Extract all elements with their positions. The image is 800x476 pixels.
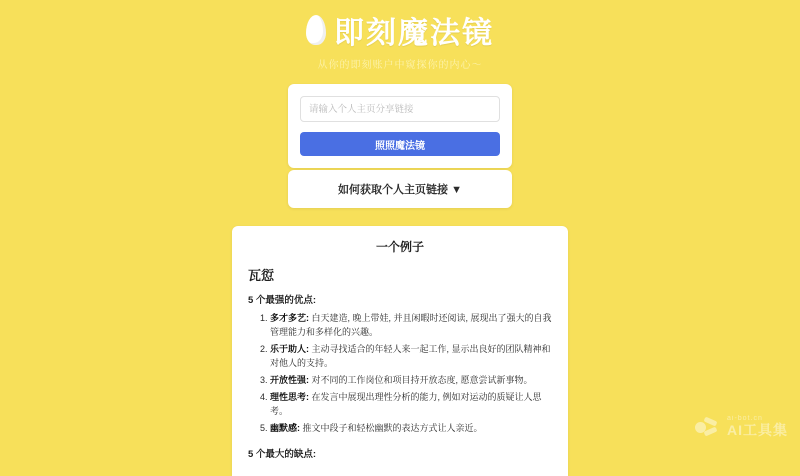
example-person-name: 瓦愆 <box>248 268 275 283</box>
link-input-card <box>288 84 512 168</box>
watermark-brand: AI工具集 <box>727 422 788 439</box>
list-item <box>270 422 552 436</box>
watermark-logo-icon <box>695 414 721 440</box>
weaknesses-heading: 5 个最大的缺点: <box>248 448 317 460</box>
trait-name: 多才多艺: <box>270 313 309 323</box>
trait-name: 理性思考: <box>270 391 309 402</box>
trait-desc: 在发言中展现出理性分析的能力, 例如对运动的质疑让人思考。 <box>270 391 542 416</box>
page-title: 即刻魔法镜 <box>334 17 494 50</box>
submit-button[interactable]: 照照魔法镜 <box>300 132 500 156</box>
list-item <box>270 391 552 419</box>
trait-desc: 推文中段子和轻松幽默的表达方式让人亲近。 <box>302 422 483 433</box>
title-row <box>0 8 800 52</box>
trait-name: 幽默感: <box>270 422 300 433</box>
trait-desc: 对不同的工作岗位和项目持开放态度, 愿意尝试新事物。 <box>311 374 533 385</box>
list-item <box>270 343 552 371</box>
profile-link-input[interactable] <box>300 96 500 122</box>
example-card <box>232 226 568 476</box>
trait-name: 乐于助人: <box>270 343 309 354</box>
example-title: 一个例子 <box>375 240 424 254</box>
watermark-domain: ai-bot.cn <box>727 415 763 423</box>
trait-desc: 白天建造, 晚上带娃, 并且闲暇时还阅读, 展现出了强大的自我管理能力和多样化的兴趣。 <box>270 313 552 337</box>
strengths-list <box>270 312 552 436</box>
trait-desc: 主动寻找适合的年轻人来一起工作, 显示出良好的团队精神和对他人的支持。 <box>270 343 551 368</box>
how-to-get-link-toggle[interactable] <box>288 170 512 208</box>
watermark <box>695 414 788 440</box>
list-item <box>270 312 552 340</box>
mirror-icon <box>306 15 326 45</box>
app-header <box>0 0 800 71</box>
trait-name: 开放性强: <box>270 374 309 385</box>
watermark-text <box>727 415 788 438</box>
list-item <box>270 374 552 388</box>
strengths-heading: 5 个最强的优点: <box>248 295 317 306</box>
help-toggle-label: 如何获取个人主页链接 ▼ <box>338 184 462 196</box>
page-subtitle: 从你的即刻账户中窥探你的内心～ <box>317 60 483 71</box>
